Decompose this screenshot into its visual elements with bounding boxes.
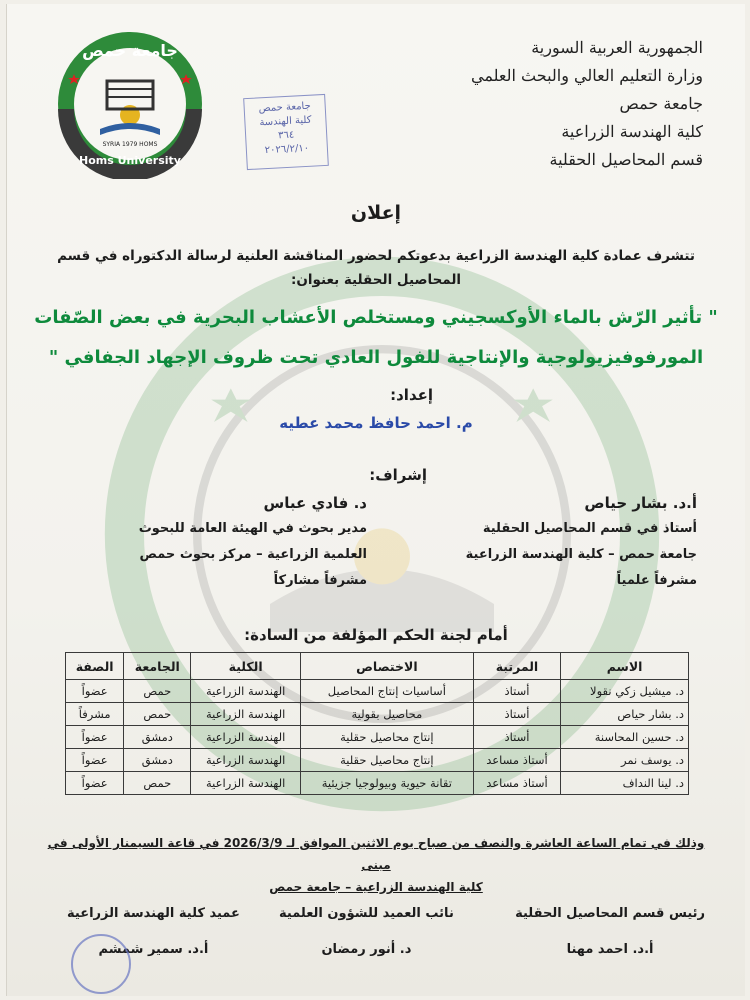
member-name: د. حسين المحاسنة bbox=[561, 726, 689, 749]
member-faculty: الهندسة الزراعية bbox=[191, 749, 301, 772]
supervisor-co bbox=[139, 490, 367, 594]
head-name: أ.د. احمد مهنا bbox=[566, 942, 654, 957]
supervisor-primary-name: أ.د. بشار حياص bbox=[584, 494, 697, 512]
member-role: عضواً bbox=[66, 749, 124, 772]
signature-vice-dean bbox=[279, 896, 454, 968]
preparation-label: إعداد: bbox=[390, 386, 433, 404]
stamp-line1: جامعة حمص bbox=[258, 100, 312, 115]
col-rank: المرتبة bbox=[473, 653, 560, 680]
supervisor-primary bbox=[466, 490, 697, 594]
committee-table bbox=[65, 652, 689, 795]
member-role: عضواً bbox=[66, 680, 124, 703]
member-rank: أستاذ bbox=[473, 726, 560, 749]
col-university: الجامعة bbox=[124, 653, 191, 680]
letterhead bbox=[471, 34, 703, 174]
dean-name: أ.د. سمير شمشم bbox=[98, 942, 209, 957]
thesis-title-line2: المورفوفيزيولوجية والإنتاجية للفول العادي تحت ظروف الإجهاد الجفافي " bbox=[48, 347, 704, 368]
col-faculty: الكلية bbox=[191, 653, 301, 680]
supervisor-co-line2: العلمية الزراعية – مركز بحوث حمص bbox=[139, 547, 367, 562]
member-university: حمص bbox=[124, 772, 191, 795]
committee-header-row bbox=[66, 653, 689, 680]
stamp-date: ٢٠٢٦/٢/١٠ bbox=[264, 142, 310, 157]
member-name: د. لينا النداف bbox=[561, 772, 689, 795]
stamp-line2: كلية الهندسة bbox=[259, 114, 312, 129]
member-specialty: محاصيل بقولية bbox=[300, 703, 473, 726]
member-university: حمص bbox=[124, 703, 191, 726]
member-rank: أستاذ bbox=[473, 680, 560, 703]
letterhead-line5: قسم المحاصيل الحقلية bbox=[549, 150, 703, 169]
dean-title: عميد كلية الهندسة الزراعية bbox=[67, 906, 240, 921]
thesis-title bbox=[27, 298, 725, 378]
col-specialty: الاختصاص bbox=[300, 653, 473, 680]
member-faculty: الهندسة الزراعية bbox=[191, 703, 301, 726]
member-university: حمص bbox=[124, 680, 191, 703]
official-seal-icon bbox=[71, 934, 131, 994]
supervisor-co-line1: مدير بحوث في الهيئة العامة للبحوث bbox=[138, 521, 367, 536]
table-row bbox=[66, 749, 689, 772]
member-role: عضواً bbox=[66, 772, 124, 795]
letterhead-line1: الجمهورية العربية السورية bbox=[531, 38, 703, 57]
member-faculty: الهندسة الزراعية bbox=[191, 726, 301, 749]
logo-english-name: Homs University bbox=[79, 154, 181, 167]
member-faculty: الهندسة الزراعية bbox=[191, 680, 301, 703]
col-name: الاسم bbox=[561, 653, 689, 680]
table-row bbox=[66, 703, 689, 726]
committee-title: أمام لجنة الحكم المؤلفة من السادة: bbox=[244, 626, 508, 644]
supervisor-primary-line1: أستاذ في قسم المحاصيل الحقلية bbox=[482, 521, 697, 536]
member-name: د. ميشيل زكي نقولا bbox=[561, 680, 689, 703]
member-name: د. بشار حياص bbox=[561, 703, 689, 726]
supervisor-primary-line2: جامعة حمص – كلية الهندسة الزراعية bbox=[465, 547, 697, 562]
candidate-name: م. احمد حافظ محمد عطيه bbox=[279, 414, 473, 432]
letterhead-line4: كلية الهندسة الزراعية bbox=[561, 122, 703, 141]
supervisor-co-role: مشرفاً مشاركاً bbox=[273, 573, 367, 588]
member-name: د. يوسف نمر bbox=[561, 749, 689, 772]
member-role: عضواً bbox=[66, 726, 124, 749]
stamp-ref: ٣٦٤ bbox=[277, 129, 295, 142]
signature-head-of-department bbox=[515, 896, 705, 968]
letterhead-line2: وزارة التعليم العالي والبحث العلمي bbox=[471, 66, 703, 85]
logo-founded: SYRIA 1979 HOMS bbox=[102, 141, 158, 148]
registry-stamp bbox=[243, 94, 329, 170]
head-title: رئيس قسم المحاصيل الحقلية bbox=[515, 906, 705, 921]
member-specialty: إنتاج محاصيل حقلية bbox=[300, 749, 473, 772]
table-row bbox=[66, 772, 689, 795]
session-time: وذلك في تمام الساعة العاشرة والنصف من صباح يوم الاثنين الموافق لـ 2026/3/9 في قاعة السيمنار الأولى في مبنى bbox=[47, 836, 705, 872]
vice-title: نائب العميد للشؤون العلمية bbox=[279, 906, 454, 921]
vice-name: د. أنور رمضان bbox=[321, 942, 412, 957]
supervision-label: إشراف: bbox=[369, 466, 427, 484]
session-location: كلية الهندسة الزراعية – جامعة حمص bbox=[269, 880, 483, 894]
table-row bbox=[66, 680, 689, 703]
member-university: دمشق bbox=[124, 749, 191, 772]
thesis-title-line1: " تأثير الرّش بالماء الأوكسجيني ومستخلص الأعشاب البحرية في بعض الصّفات bbox=[34, 307, 718, 328]
announcement-intro: تتشرف عمادة كلية الهندسة الزراعية بدعوتكم لحضور المناقشة العلنية لرسالة الدكتوراه في قسم المحاصيل الحقلية بعنوان: bbox=[57, 248, 695, 288]
member-faculty: الهندسة الزراعية bbox=[191, 772, 301, 795]
supervisor-co-name: د. فادي عباس bbox=[263, 494, 367, 512]
announcement-title: إعلان bbox=[350, 202, 402, 224]
letterhead-line3: جامعة حمص bbox=[619, 94, 703, 113]
member-rank: أستاذ مساعد bbox=[473, 772, 560, 795]
col-role: الصفة bbox=[66, 653, 124, 680]
session-details bbox=[47, 832, 705, 898]
supervisor-primary-role: مشرفاً علمياً bbox=[616, 573, 697, 588]
member-rank: أستاذ bbox=[473, 703, 560, 726]
logo-arabic-name: جامعة حمص bbox=[82, 41, 178, 60]
document-page bbox=[6, 4, 745, 996]
member-specialty: أساسيات إنتاج المحاصيل bbox=[300, 680, 473, 703]
member-specialty: تقانة حيوية وبيولوجيا جزيئية bbox=[300, 772, 473, 795]
university-logo bbox=[55, 29, 205, 179]
table-row bbox=[66, 726, 689, 749]
member-specialty: إنتاج محاصيل حقلية bbox=[300, 726, 473, 749]
member-rank: أستاذ مساعد bbox=[473, 749, 560, 772]
member-university: دمشق bbox=[124, 726, 191, 749]
member-role: مشرفاً bbox=[66, 703, 124, 726]
